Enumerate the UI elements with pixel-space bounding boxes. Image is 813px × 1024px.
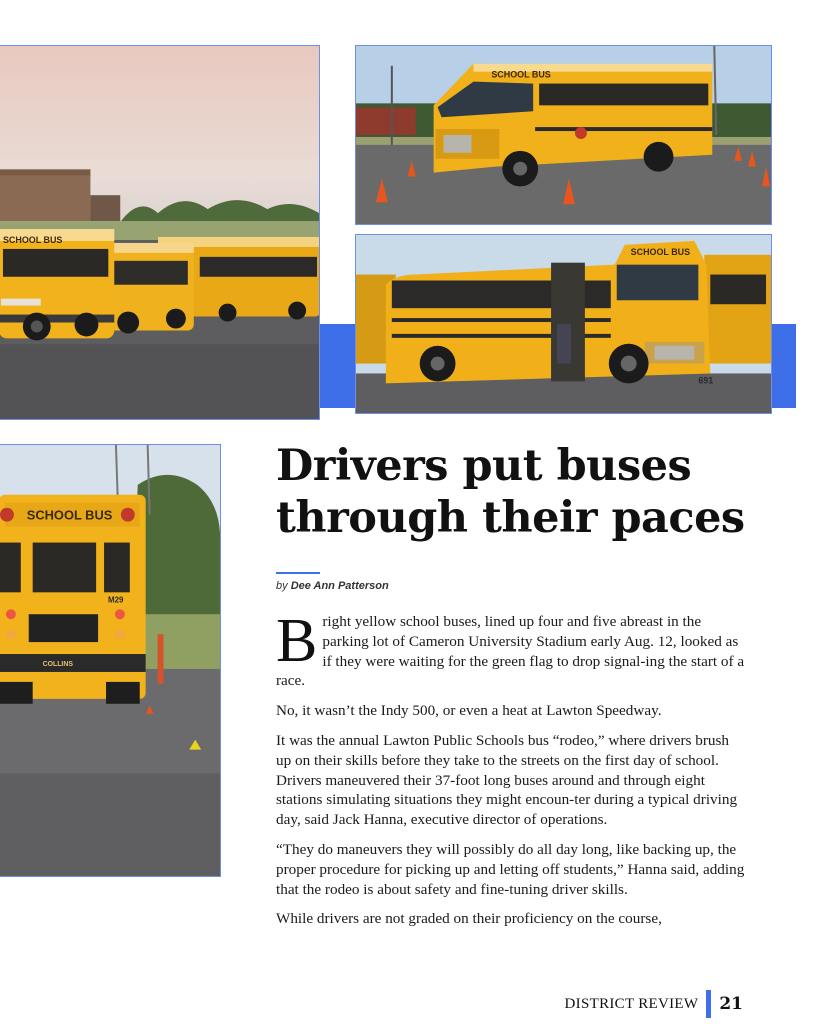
svg-text:691: 691 [698,375,714,386]
article-body [276,607,746,939]
photo-bus-side [355,234,772,414]
paragraph-4: “They do maneuvers they will possibly do all day long, like backing up, the proper procedure for picking up and letting off students,” Hanna said, adding that the rodeo is about safety and fine-tuning driver skills. [276,840,745,898]
photo-bus-cones [355,45,772,225]
svg-text:SCHOOL BUS: SCHOOL BUS [26,507,113,523]
bus-rear-view [0,495,146,704]
paragraph-1-text: right yellow school buses, lined up four and five abreast in the parking lot of Cameron University Stadium early Aug. 12, looked as if they were waiting for the green flag to drop signal-ing the start of a race. [276,613,745,690]
photo-buses-lined-up [0,45,320,420]
svg-text:SCHOOL BUS: SCHOOL BUS [2,234,63,245]
headline-rule [276,572,320,574]
svg-text:COLLINS: COLLINS [42,660,73,668]
publication-name: DISTRICT REVIEW [564,995,699,1012]
photo-bus-rear [0,444,221,877]
paragraph-1 [276,607,746,691]
byline-prefix: by [276,580,288,592]
byline [276,580,389,592]
svg-text:SCHOOL BUS: SCHOOL BUS [630,246,691,257]
page-footer [565,990,743,1018]
footer-accent-bar [706,990,711,1018]
svg-text:M29: M29 [108,595,124,605]
paragraph-2: No, it wasn’t the Indy 500, or even a heat at Lawton Speedway. [276,702,662,720]
drop-cap: B [276,607,318,675]
paragraph-3: It was the annual Lawton Public Schools bus “rodeo,” where drivers brush up on their skills before they take to the streets on the first day of school. Drivers maneuvered their 37-foot long buses around and through eight stations simulating situations they might encoun-ter during a typical driving day, said Jack Hanna, executive director of operations. [276,731,738,829]
byline-author: Dee Ann Patterson [290,580,389,592]
accent-block-left [318,324,356,408]
paragraph-5: While drivers are not graded on their proficiency on the course, [276,910,662,928]
page-number: 21 [719,994,743,1014]
headline: Drivers put buses through their paces [276,441,745,543]
svg-text:SCHOOL BUS: SCHOOL BUS [491,69,551,80]
accent-block-right [770,324,796,408]
